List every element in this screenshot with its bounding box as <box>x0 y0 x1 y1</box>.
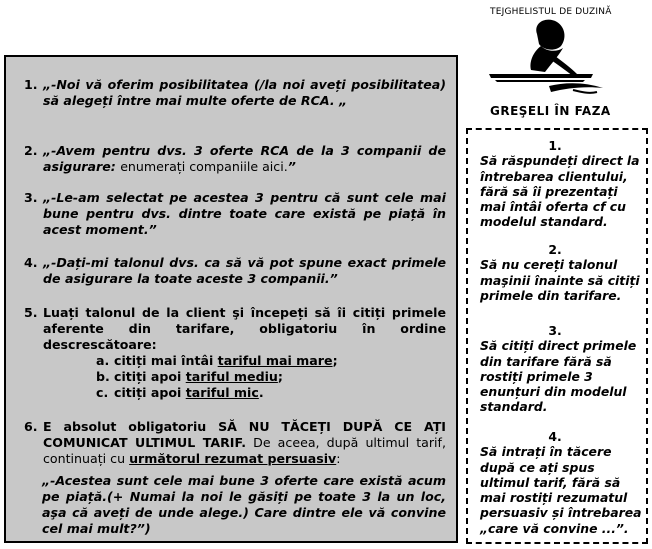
step-text-end: ” <box>287 159 296 174</box>
sub-item-a <box>96 353 446 369</box>
persuasive-quote: „-Acestea sunt cele mai bune 3 oferte care există acum pe piață.(+ Numai la noi le găsiți pe toate 3 la un loc, aşa că aveți de unde alege.) Care dintre ele vă convine cel mai mult?”) <box>42 473 446 536</box>
mistake-item <box>480 323 646 415</box>
sub-suffix: ; <box>277 369 283 384</box>
mistake-text: Să citiți direct primele din tarifare fără să rostiți primele 3 enunțuri din modelul standard. <box>480 338 637 415</box>
mistake-number: 4. <box>548 429 562 444</box>
mistake-number: 1. <box>548 138 562 153</box>
sub-letter: b. <box>96 369 110 384</box>
step-colon: : <box>336 451 341 466</box>
step-number: 2. <box>24 143 38 158</box>
persuasive-summary-link: următorul rezumat persuasiv <box>129 451 337 466</box>
step-text: „-Le-am selectat pe acestea 3 pentru că sunt cele mai bune pentru dvs. dintre toate care există pe piață în acest moment.” <box>43 190 446 237</box>
sub-item-b <box>96 369 446 385</box>
mistake-item <box>480 242 646 303</box>
script-step-1 <box>24 77 446 109</box>
script-panel <box>4 55 458 543</box>
mistake-text: Să nu cereți talonul maşinii înainte să citiți primele din tarifare. <box>480 257 640 303</box>
step-number: 3. <box>24 190 38 205</box>
step-text <box>43 419 446 467</box>
sub-suffix: ; <box>332 353 338 368</box>
script-step-4 <box>24 255 446 287</box>
step-text-main: „-Avem pentru dvs. 3 oferte RCA de la 3 companii de asigurare: <box>43 143 446 174</box>
step-text: „-Noi vă oferim posibilitatea (/la noi aveți posibilitatea) să alegeți între mai multe oferte de RCA. „ <box>43 77 446 108</box>
tariff-low-link: tariful mic <box>185 385 259 400</box>
step-note: enumerați companiile aici. <box>120 159 288 174</box>
sub-prefix: citiți apoi <box>114 369 186 384</box>
sub-suffix: . <box>258 385 264 400</box>
tariff-medium-link: tariful mediu <box>185 369 278 384</box>
mistake-text: Să răspundeți direct la întrebarea clientului, fără să îi prezentați mai întâi oferta cf cu modelul standard. <box>480 153 640 230</box>
script-step-5 <box>24 305 446 401</box>
sub-item-c <box>96 385 446 401</box>
tariff-high-link: tariful mai mare <box>217 353 333 368</box>
sub-prefix: citiți apoi <box>114 385 186 400</box>
step-text: Luați talonul de la client şi începeți să îi citiți primele aferente din tarifare, obligatoriu în ordine descrescătoare: <box>43 305 446 352</box>
mistake-item <box>480 138 646 230</box>
script-step-3 <box>24 190 446 238</box>
step-normal-text: De aceea, după ultimul tarif, continuați cu <box>43 435 446 466</box>
step-number: 4. <box>24 255 38 270</box>
step-warning: E absolut obligatoriu SĂ NU TĂCEȚI DUPĂ CE AȚI COMUNICAT ULTIMUL TARIF. <box>43 419 446 450</box>
cashier-logo-icon <box>485 12 610 100</box>
step-number: 5. <box>24 305 38 320</box>
script-step-2 <box>24 143 446 175</box>
mistakes-heading: GREŞELI ÎN FAZA <box>490 104 611 118</box>
sub-prefix: citiți mai întâi <box>114 353 218 368</box>
mistake-text: Să intrați în tăcere după ce ați spus ultimul tarif, fără să mai rostiți rezumatul persuasiv și întrebarea „care vă convine ...”. <box>480 444 642 536</box>
mistake-number: 3. <box>548 323 562 338</box>
step-text: „-Dați-mi talonul dvs. ca să vă pot spune exact primele de asigurare la toate aceste 3 companii.” <box>43 255 446 286</box>
step-text <box>43 143 446 175</box>
script-step-6 <box>24 419 446 537</box>
sub-letter: c. <box>96 385 109 400</box>
logo-title: TEJGHELISTUL DE DUZINĂ <box>490 7 612 17</box>
mistake-item <box>480 429 646 536</box>
step-number: 1. <box>24 77 38 92</box>
sub-letter: a. <box>96 353 110 368</box>
mistake-number: 2. <box>548 242 562 257</box>
mistakes-box <box>466 128 648 544</box>
step-number: 6. <box>24 419 38 434</box>
